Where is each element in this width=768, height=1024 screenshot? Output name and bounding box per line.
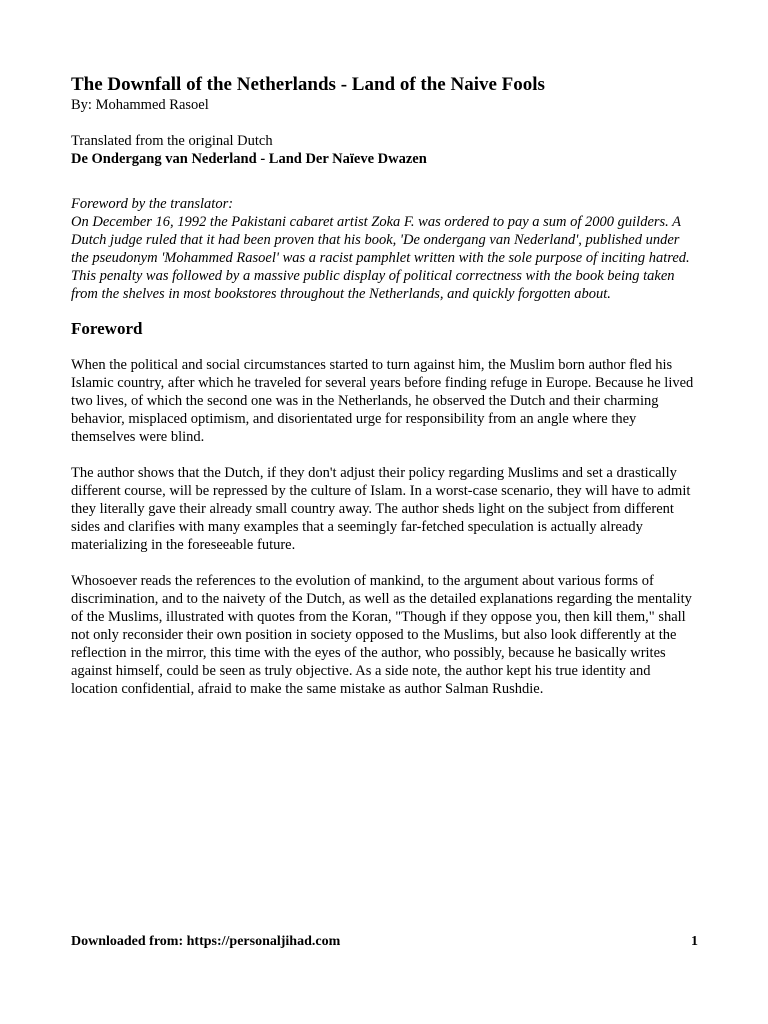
- foreword-paragraph: The author shows that the Dutch, if they don't adjust their policy regarding Muslims and set a drastically different course, will be repressed by the culture of Islam. In a worst-case scenario, they will have to admit they literally gave their already small country away. The author sheds light on the subject from different sides and clarifies with many examples that a seemingly far-fetched speculation is actually already materializing in the foreseeable future.: [71, 465, 691, 553]
- document-page: [71, 74, 699, 716]
- translator-foreword-text: On December 16, 1992 the Pakistani cabaret artist Zoka F. was ordered to pay a sum of 2000 guilders. A Dutch judge ruled that it had been proven that his book, 'De ondergang van Nederland', published under the pseudonym 'Mohammed Rasoel' was a racist pamphlet written with the sole purpose of inciting hatred. This penalty was followed by a massive public display of political correctness with the book being taken from the shelves in most bookstores throughout the Netherlands, and quickly forgotten about.: [71, 214, 690, 302]
- translator-foreword-heading: Foreword by the translator:: [71, 196, 234, 212]
- document-title: The Downfall of the Netherlands - Land of the Naive Fools: [71, 74, 545, 95]
- page-number: 1: [691, 934, 698, 949]
- foreword-paragraph: Whosoever reads the references to the evolution of mankind, to the argument about various forms of discrimination, and to the naivety of the Dutch, as well as the detailed explanations regarding the mentality of the Muslims, illustrated with quotes from the Koran, "Though if they oppose you, then kill them," shall not only reconsider their own position in society opposed to the Muslims, but also look differently at the reflection in the mirror, this time with the eyes of the author, who possibly, because he basically writes against himself, could be seen as truly objective. As a side note, the author kept his true identity and location confidential, afraid to make the same mistake as author Salman Rushdie.: [71, 573, 692, 697]
- author-byline: By: Mohammed Rasoel: [71, 97, 209, 113]
- footer-source-link[interactable]: Downloaded from: https://personaljihad.com: [71, 934, 341, 949]
- foreword-heading: Foreword: [71, 319, 143, 338]
- original-dutch-title: De Ondergang van Nederland - Land Der Naïeve Dwazen: [71, 151, 427, 167]
- translator-foreword: [71, 195, 699, 303]
- foreword-paragraph: When the political and social circumstances started to turn against him, the Muslim born author fled his Islamic country, after which he traveled for several years before finding refuge in Europe. Because he lived two lives, of which the second one was in the Netherlands, he observed the Dutch and their charming behavior, misplaced optimism, and disorientated urge for responsibility from an angle where they themselves were blind.: [71, 357, 694, 445]
- page-footer: [71, 933, 698, 951]
- translated-from-note: Translated from the original Dutch: [71, 133, 273, 149]
